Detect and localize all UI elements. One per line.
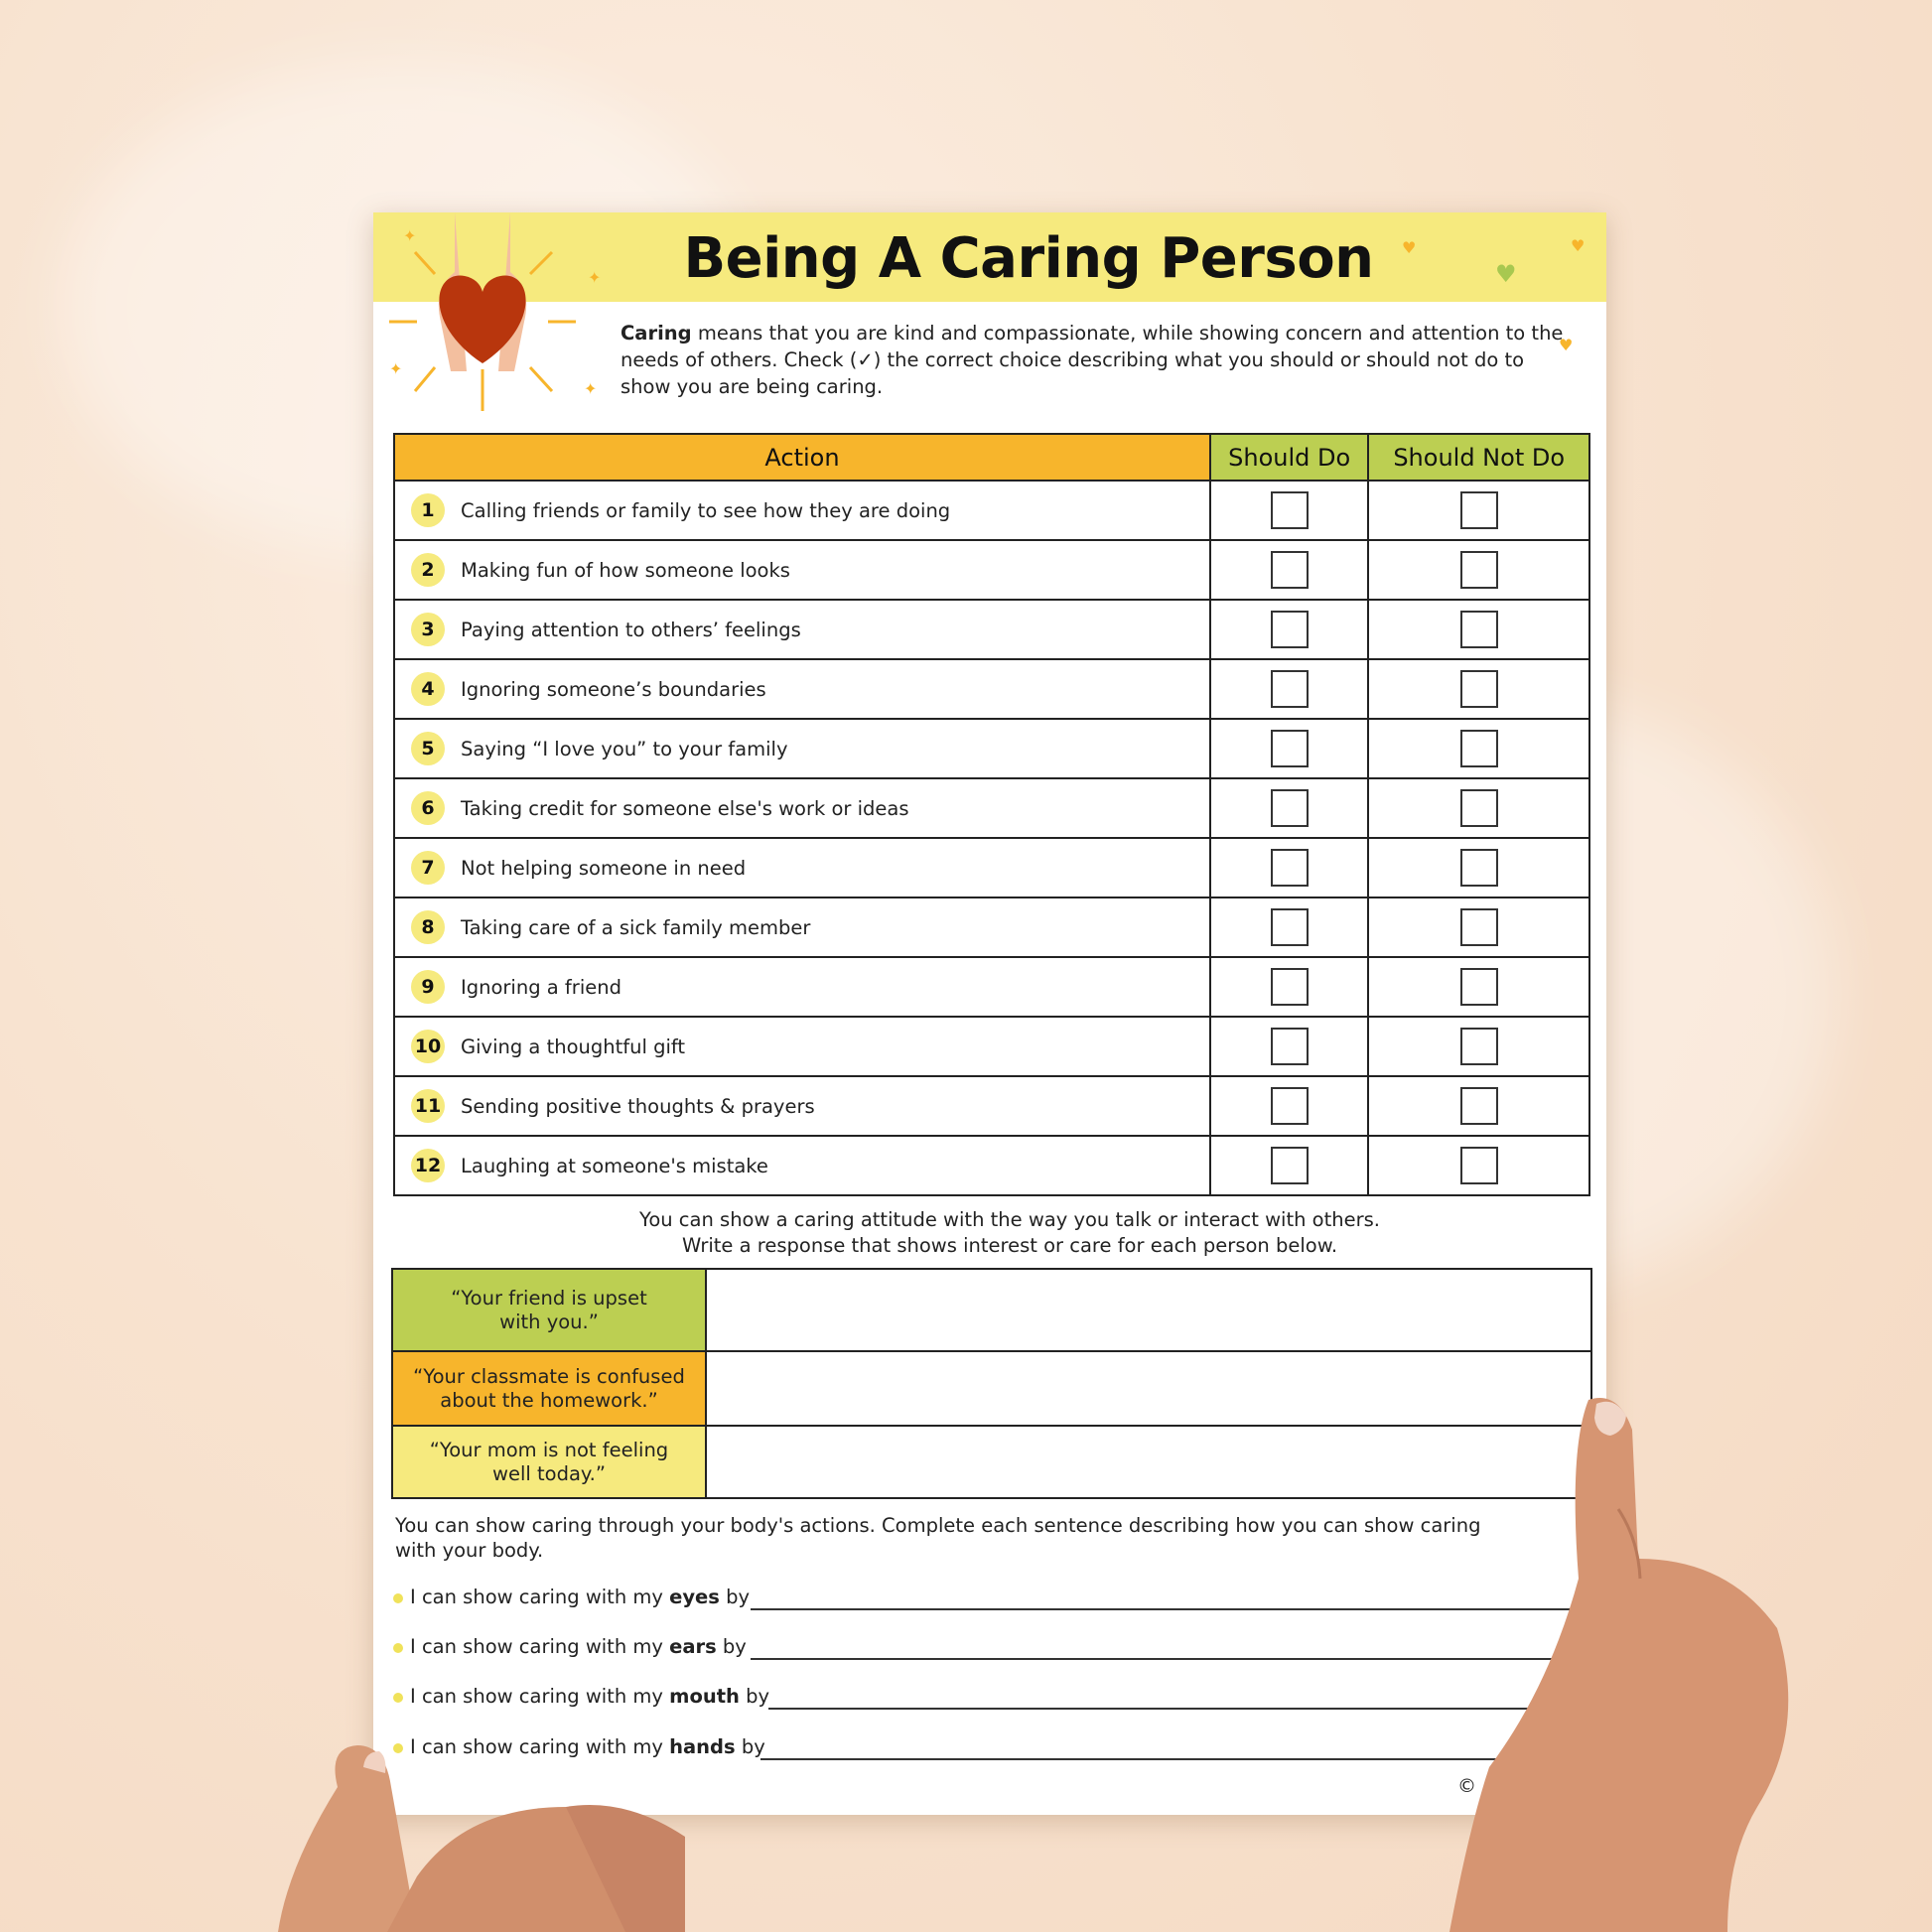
action-text: Paying attention to others’ feelings <box>461 618 801 641</box>
row-number: 9 <box>411 970 445 1004</box>
right-hand <box>1430 1390 1807 1932</box>
left-hand <box>268 1727 685 1932</box>
prompt-line: “Your mom is not feeling <box>429 1438 669 1461</box>
action-text: Calling friends or family to see how they are doing <box>461 498 951 522</box>
row-number: 2 <box>411 553 445 587</box>
should-not-do-cell <box>1368 897 1589 957</box>
should-do-checkbox[interactable] <box>1271 1028 1309 1065</box>
action-cell <box>394 481 1210 540</box>
action-text: Laughing at someone's mistake <box>461 1154 768 1177</box>
sentence-prefix: I can show caring with my <box>410 1735 670 1758</box>
action-text: Ignoring a friend <box>461 975 621 999</box>
should-not-do-checkbox[interactable] <box>1460 789 1498 827</box>
body-part: ears <box>669 1635 717 1658</box>
bullet-icon <box>393 1693 403 1703</box>
table-row <box>394 719 1589 778</box>
sentence-prefix: I can show caring with my <box>410 1586 670 1608</box>
should-not-do-checkbox[interactable] <box>1460 1087 1498 1125</box>
sentence-ears <box>393 1635 747 1658</box>
sentence-prefix: I can show caring with my <box>410 1635 670 1658</box>
should-not-do-checkbox[interactable] <box>1460 491 1498 529</box>
action-text: Not helping someone in need <box>461 856 747 880</box>
should-not-do-checkbox[interactable] <box>1460 730 1498 767</box>
row-number: 11 <box>411 1089 445 1123</box>
sentence-mouth <box>393 1685 769 1708</box>
bold-term: Caring <box>621 322 692 345</box>
instructions-text: means that you are kind and compassionate, while showing concern and attention to the needs of others. Check (✓) the correct choice describing what you should or should not do to show you are being caring. <box>621 322 1564 398</box>
row-number: 1 <box>411 493 445 527</box>
should-do-checkbox[interactable] <box>1271 611 1309 648</box>
prompt-line: “Your friend is upset <box>451 1286 647 1310</box>
row-number: 3 <box>411 613 445 646</box>
action-cell <box>394 1076 1210 1136</box>
prompt-line: with you.” <box>499 1310 599 1333</box>
should-do-cell <box>1210 540 1368 600</box>
should-do-checkbox[interactable] <box>1271 491 1309 529</box>
table-row <box>394 1017 1589 1076</box>
prompt-cell <box>392 1269 706 1351</box>
table-row <box>394 897 1589 957</box>
should-do-cell <box>1210 481 1368 540</box>
should-not-do-header: Should Not Do <box>1368 434 1589 481</box>
action-text: Saying “I love you” to your family <box>461 737 788 760</box>
should-not-do-cell <box>1368 540 1589 600</box>
should-do-checkbox[interactable] <box>1271 730 1309 767</box>
row-number: 5 <box>411 732 445 765</box>
prompt-line: about the homework.” <box>440 1388 658 1412</box>
body-part: eyes <box>669 1586 720 1608</box>
should-do-cell <box>1210 897 1368 957</box>
should-not-do-cell <box>1368 838 1589 897</box>
sparkle-icon: ✦ <box>584 379 598 398</box>
should-do-checkbox[interactable] <box>1271 1087 1309 1125</box>
should-do-header: Should Do <box>1210 434 1368 481</box>
table-row <box>394 659 1589 719</box>
prompt-cell <box>392 1426 706 1498</box>
prompt-cell <box>392 1351 706 1426</box>
should-not-do-checkbox[interactable] <box>1460 670 1498 708</box>
response-row <box>392 1351 1591 1426</box>
row-number: 6 <box>411 791 445 825</box>
should-not-do-checkbox[interactable] <box>1460 611 1498 648</box>
action-cell <box>394 540 1210 600</box>
should-do-cell <box>1210 719 1368 778</box>
table-row <box>394 1136 1589 1195</box>
actions-table <box>393 433 1590 1196</box>
responses-table <box>391 1268 1592 1499</box>
row-number: 10 <box>411 1030 445 1063</box>
table-row <box>394 838 1589 897</box>
row-number: 7 <box>411 851 445 885</box>
should-not-do-cell <box>1368 957 1589 1017</box>
body-instructions: You can show caring through your body's actions. Complete each sentence describing how you can show caring with your body. <box>395 1514 1481 1562</box>
should-do-cell <box>1210 778 1368 838</box>
action-text: Giving a thoughtful gift <box>461 1035 686 1058</box>
should-do-checkbox[interactable] <box>1271 908 1309 946</box>
action-cell <box>394 719 1210 778</box>
response-field[interactable] <box>706 1269 1591 1351</box>
action-cell <box>394 838 1210 897</box>
should-do-checkbox[interactable] <box>1271 551 1309 589</box>
talk-instructions-line: Write a response that shows interest or care for each person below. <box>681 1234 1338 1257</box>
table-row <box>394 957 1589 1017</box>
action-cell <box>394 1136 1210 1195</box>
response-row <box>392 1269 1591 1351</box>
should-not-do-checkbox[interactable] <box>1460 908 1498 946</box>
small-heart-icon: ♥ <box>1402 238 1417 257</box>
should-do-cell <box>1210 838 1368 897</box>
should-not-do-cell <box>1368 600 1589 659</box>
talk-instructions <box>373 1207 1646 1259</box>
action-cell <box>394 957 1210 1017</box>
action-header: Action <box>394 434 1210 481</box>
action-text: Sending positive thoughts & prayers <box>461 1094 815 1118</box>
should-do-cell <box>1210 957 1368 1017</box>
should-do-checkbox[interactable] <box>1271 789 1309 827</box>
sparkle-icon: ✦ <box>403 226 417 245</box>
should-do-checkbox[interactable] <box>1271 670 1309 708</box>
row-number: 4 <box>411 672 445 706</box>
small-heart-icon: ♥ <box>1495 260 1517 288</box>
small-heart-icon: ♥ <box>1571 236 1586 255</box>
should-not-do-cell <box>1368 481 1589 540</box>
sparkle-icon: ✦ <box>389 359 403 378</box>
copyright-icon: © <box>1457 1775 1476 1797</box>
table-row <box>394 600 1589 659</box>
table-row <box>394 1076 1589 1136</box>
should-do-checkbox[interactable] <box>1271 1147 1309 1184</box>
sentence-suffix: by <box>739 1685 770 1708</box>
bullet-icon <box>393 1593 403 1603</box>
should-do-cell <box>1210 600 1368 659</box>
should-do-cell <box>1210 1076 1368 1136</box>
small-heart-icon: ♥ <box>1559 336 1574 354</box>
should-not-do-cell <box>1368 1076 1589 1136</box>
row-number: 12 <box>411 1149 445 1182</box>
should-not-do-checkbox[interactable] <box>1460 849 1498 887</box>
body-part: mouth <box>669 1685 740 1708</box>
sentence-suffix: by <box>719 1586 751 1608</box>
should-not-do-cell <box>1368 1017 1589 1076</box>
prompt-line: “Your classmate is confused <box>413 1364 685 1388</box>
should-not-do-cell <box>1368 659 1589 719</box>
should-do-checkbox[interactable] <box>1271 968 1309 1006</box>
should-not-do-cell <box>1368 778 1589 838</box>
action-text: Making fun of how someone looks <box>461 558 790 582</box>
action-text: Ignoring someone’s boundaries <box>461 677 766 701</box>
should-not-do-checkbox[interactable] <box>1460 1028 1498 1065</box>
should-not-do-checkbox[interactable] <box>1460 968 1498 1006</box>
should-do-checkbox[interactable] <box>1271 849 1309 887</box>
body-part: hands <box>669 1735 736 1758</box>
sparkle-icon: ✦ <box>588 268 602 287</box>
action-cell <box>394 600 1210 659</box>
table-row <box>394 481 1589 540</box>
response-row <box>392 1426 1591 1498</box>
instructions <box>621 320 1564 400</box>
action-text: Taking credit for someone else's work or ideas <box>461 796 909 820</box>
should-do-cell <box>1210 1136 1368 1195</box>
table-row <box>394 778 1589 838</box>
page-title: Being A Caring Person <box>683 226 1374 291</box>
should-not-do-cell <box>1368 719 1589 778</box>
talk-instructions-line: You can show a caring attitude with the way you talk or interact with others. <box>639 1208 1380 1231</box>
worksheet-page <box>373 212 1606 1815</box>
should-do-cell <box>1210 659 1368 719</box>
sentence-prefix: I can show caring with my <box>410 1685 670 1708</box>
prompt-line: well today.” <box>492 1461 606 1485</box>
action-cell <box>394 778 1210 838</box>
sentence-suffix: by <box>735 1735 765 1758</box>
sentence-eyes <box>393 1586 750 1608</box>
action-cell <box>394 1017 1210 1076</box>
action-cell <box>394 897 1210 957</box>
should-not-do-cell <box>1368 1136 1589 1195</box>
table-row <box>394 540 1589 600</box>
sentence-suffix: by <box>716 1635 747 1658</box>
action-text: Taking care of a sick family member <box>461 915 811 939</box>
should-not-do-checkbox[interactable] <box>1460 551 1498 589</box>
should-not-do-checkbox[interactable] <box>1460 1147 1498 1184</box>
should-do-cell <box>1210 1017 1368 1076</box>
row-number: 8 <box>411 910 445 944</box>
table-header-row <box>394 434 1589 481</box>
bullet-icon <box>393 1643 403 1653</box>
action-cell <box>394 659 1210 719</box>
